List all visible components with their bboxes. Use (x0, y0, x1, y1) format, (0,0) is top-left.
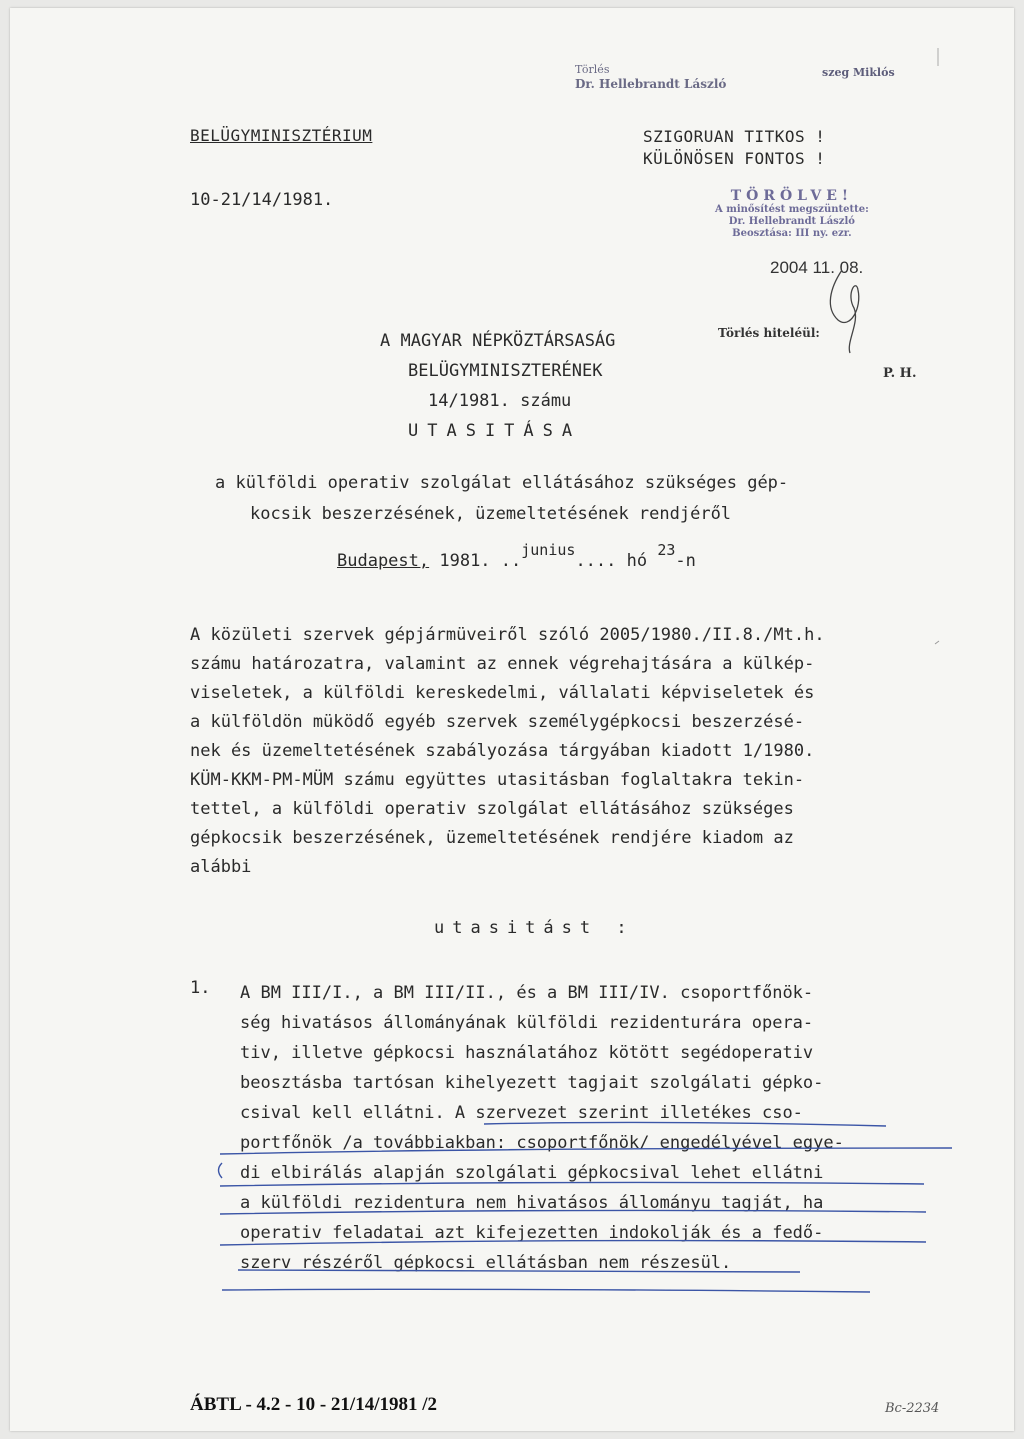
item-line: csival kell ellátni. A szervezet szerint illetékes cso- (240, 1103, 803, 1123)
document-page (10, 8, 1014, 1431)
preamble-line: KÜM-KKM-PM-MÜM számu együttes utasitásban foglaltakra tekin- (190, 770, 805, 790)
ministry-heading: BELÜGYMINISZTÉRIUM (190, 126, 373, 145)
dateline-day: 23 (657, 541, 676, 559)
pencil-mark (935, 641, 939, 644)
title-line-3: 14/1981. számu (428, 391, 572, 411)
stamp-date: 2004 11. 08. (770, 258, 864, 277)
title-line-2: BELÜGYMINISZTERÉNEK (408, 361, 603, 381)
item-line: ség hivatásos állományának külföldi rezidenturára opera- (240, 1013, 814, 1033)
section-heading: utasitást : (434, 918, 635, 938)
document-number: 10-21/14/1981. (190, 190, 334, 210)
preamble-line: nek és üzemeltetésének szabályozása tárgyában kiadott 1/1980. (190, 741, 815, 761)
item-line: beosztásba tartósan kihelyezett tagjait szolgálati gépko- (240, 1073, 824, 1093)
preamble-line: a külföldön müködő egyéb szervek személygépkocsi beszerzésé- (190, 712, 805, 732)
item-number: 1. (190, 978, 211, 998)
dateline-month: junius (521, 541, 576, 559)
dateline-year: 1981. .. (429, 551, 522, 571)
handwritten-number: Bc-2234 (885, 1401, 940, 1416)
title-line-4: UTASITÁSA (408, 421, 582, 441)
dateline-end: -n (675, 551, 696, 571)
preamble-line: gépkocsik beszerzésének, üzemeltetésének rendjére kiadom az (190, 828, 794, 848)
stamp-initials: P. H. (883, 366, 917, 381)
item-line: portfőnök /a továbbiakban: csoportfőnök/ engedélyével egye- (240, 1133, 844, 1153)
blue-underlines (219, 1122, 953, 1292)
stamp-top-line2: Dr. Hellebrandt László (575, 77, 727, 91)
archive-reference: ÁBTL - 4.2 - 10 - 21/14/1981 /2 (190, 1394, 438, 1415)
preamble-line: viseletek, a külföldi kereskedelmi, vállalati képviseletek és (190, 683, 815, 703)
subject-line-1: a külföldi operativ szolgálat ellátásához szükséges gép- (215, 473, 789, 493)
item-line: A BM III/I., a BM III/II., és a BM III/IV. csoportfőnök- (240, 983, 814, 1003)
stamp-torolve-line1: A minősítést megszüntette: (715, 204, 869, 215)
classification-line-1: SZIGORUAN TITKOS ! (643, 127, 826, 146)
dateline-place: Budapest, (337, 551, 430, 571)
item-line: tiv, illetve gépkocsi használatához kötött segédoperativ (240, 1043, 814, 1063)
classification-line-2: KÜLÖNÖSEN FONTOS ! (643, 149, 826, 168)
preamble-line: alábbi (190, 857, 252, 877)
item-line: di elbirálás alapján szolgálati gépkocsival lehet ellátni (240, 1163, 824, 1183)
signature-mark (830, 270, 858, 353)
item-line: operativ feladatai azt kifejezetten indokolják és a fedő- (240, 1223, 824, 1243)
title-line-1: A MAGYAR NÉPKÖZTÁRSASÁG (380, 331, 616, 351)
item-line: szerv részéről gépkocsi ellátásban nem részesül. (240, 1253, 732, 1273)
stamp-top-line1: Törlés (575, 63, 610, 76)
preamble-line: számu határozatra, valamint az ennek végrehajtására a külkép- (190, 654, 815, 674)
preamble-line: tettel, a külföldi operativ szolgálat ellátásához szükséges (190, 799, 794, 819)
stamp-attestation: Törlés hiteléül: (718, 326, 820, 340)
dateline-mid: .... hó (575, 551, 658, 571)
subject-line-2: kocsik beszerzésének, üzemeltetésének rendjéről (250, 504, 732, 524)
stamp-torolve-line2: Dr. Hellebrandt László (728, 216, 855, 227)
preamble-line: A közületi szervek gépjármüveiről szóló 2005/1980./II.8./Mt.h. (190, 625, 825, 645)
stamp-top-right: szeg Miklós (822, 66, 895, 79)
stamp-torolve-title: TÖRÖLVE! (730, 188, 854, 204)
stamp-torolve-line3: Beosztása: III ny. ezr. (732, 228, 852, 239)
handwritten-marks (10, 8, 1014, 1431)
item-line: a külföldi rezidentura nem hivatásos állományu tagját, ha (240, 1193, 824, 1213)
